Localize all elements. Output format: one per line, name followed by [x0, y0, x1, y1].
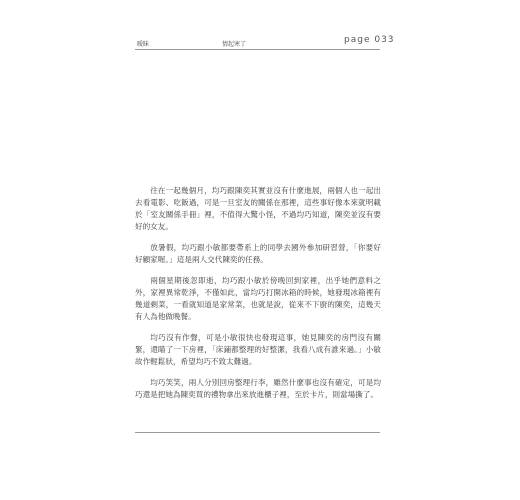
chapter-title: 情起寒了: [222, 41, 247, 48]
running-header-left: 曖昧: [137, 41, 150, 48]
paragraph-2: 放暑假，均巧跟小敏都要帶系上的同學去國外參加研習營，「你要好好顧家喔。」這是兩人交代陳奕的任務。: [135, 243, 381, 264]
paragraph-4: 均巧沒有作聲，可是小敏很快也發現這事，她見陳奕的房門沒有關緊，還瞄了一下房裡，「床鋪都整理的好整潔，我看八成有誰來過。」小敏故作輕鬆狀，希望均巧不致太難過。: [135, 333, 381, 366]
page-number: page 033: [344, 35, 395, 45]
paragraph-1: 往在一起幾個月，均巧跟陳奕其實並沒有什麼進展，兩個人也一起出去看電影、吃飯過，可是一旦室友的關係在那裡，這些事好像本來就明載於「室友關係手冊」裡，不值得大驚小怪，不過均巧知道，陳奕並沒有要好的女友。: [135, 186, 381, 231]
body-text: [135, 185, 381, 410]
paragraph-5: 均巧笑笑，兩人分別回房整理行李，雖然什麼事也沒有確定，可是均巧還是把她為陳奕買的禮物拿出來放進櫃子裡，至於卡片，則當場撕了。: [135, 378, 381, 399]
footer-divider: [135, 432, 380, 433]
paragraph-3: 兩個星期後忽即逝，均巧跟小敏於傍晚回到家裡，出乎她們意料之外，家裡異常乾淨，不僅如此，當均巧打開冰箱的時候，她發現冰箱裡有幾道剩菜，一看就知道是家常菜，也就是說，從來不下廚的陳奕，這幾天有人為他做晚餐。: [135, 276, 381, 321]
header-divider: [135, 49, 380, 50]
